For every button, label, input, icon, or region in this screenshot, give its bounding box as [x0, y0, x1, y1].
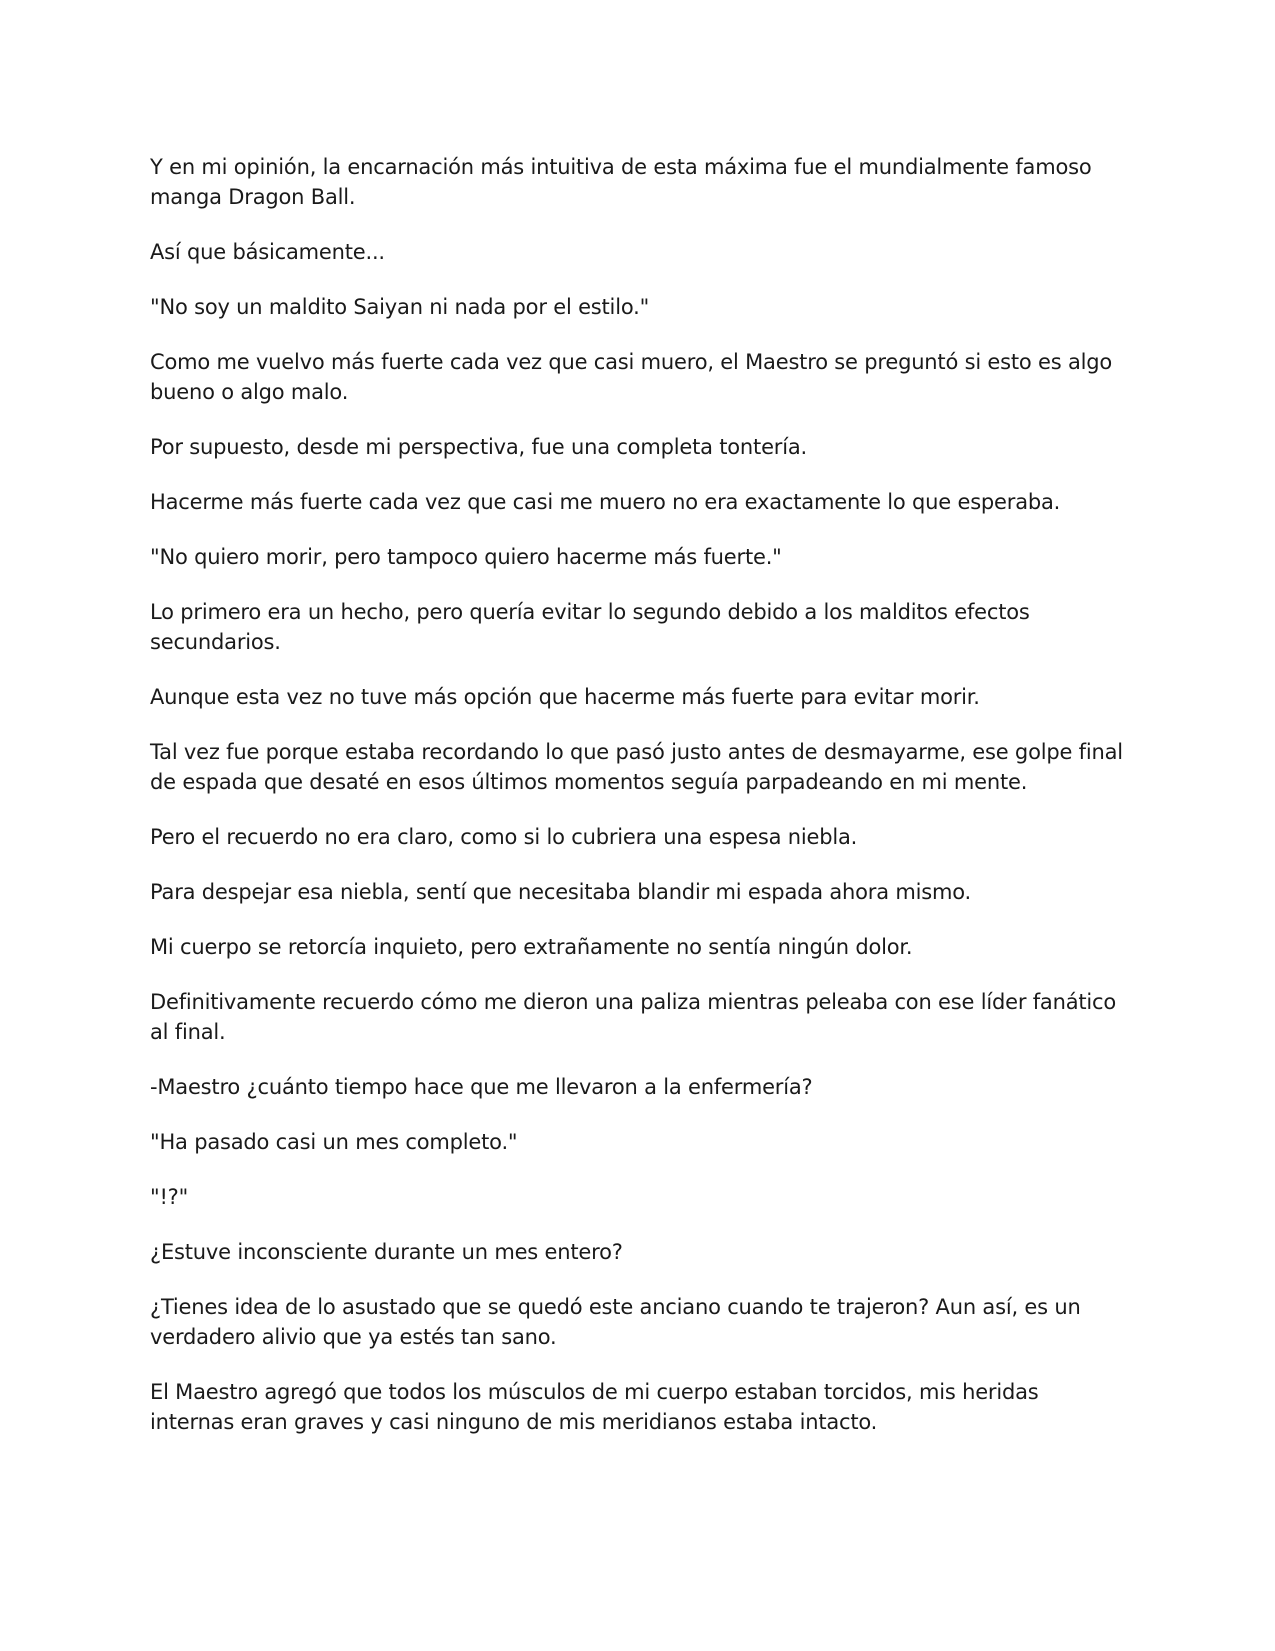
paragraph: Y en mi opinión, la encarnación más intuitiva de esta máxima fue el mundialmente famoso manga Dragon Ball. — [150, 155, 1092, 209]
paragraph: Lo primero era un hecho, pero quería evitar lo segundo debido a los malditos efectos secundarios. — [150, 600, 1030, 654]
paragraph: Mi cuerpo se retorcía inquieto, pero extrañamente no sentía ningún dolor. — [150, 935, 913, 959]
paragraph: Para despejar esa niebla, sentí que necesitaba blandir mi espada ahora mismo. — [150, 880, 972, 904]
paragraph: El Maestro agregó que todos los músculos de mi cuerpo estaban torcidos, mis heridas internas eran graves y casi ninguno de mis meridianos estaba intacto. — [150, 1380, 1039, 1434]
paragraph: "No soy un maldito Saiyan ni nada por el estilo." — [150, 295, 650, 319]
paragraph: -Maestro ¿cuánto tiempo hace que me llevaron a la enfermería? — [150, 1075, 813, 1099]
paragraph: Así que básicamente... — [150, 240, 385, 264]
paragraph: Pero el recuerdo no era claro, como si lo cubriera una espesa niebla. — [150, 825, 858, 849]
paragraph: "!?" — [150, 1185, 189, 1209]
paragraph: ¿Tienes idea de lo asustado que se quedó este anciano cuando te trajeron? Aun así, es un verdadero alivio que ya estés tan sano. — [150, 1295, 1081, 1349]
paragraph: Hacerme más fuerte cada vez que casi me muero no era exactamente lo que esperaba. — [150, 490, 1061, 514]
paragraph: "No quiero morir, pero tampoco quiero hacerme más fuerte." — [150, 545, 782, 569]
paragraph: Definitivamente recuerdo cómo me dieron una paliza mientras peleaba con ese líder fanático al final. — [150, 990, 1117, 1044]
paragraph: Aunque esta vez no tuve más opción que hacerme más fuerte para evitar morir. — [150, 685, 980, 709]
document-body — [150, 152, 1125, 1462]
paragraph: "Ha pasado casi un mes completo." — [150, 1130, 518, 1154]
paragraph: ¿Estuve inconsciente durante un mes entero? — [150, 1240, 623, 1264]
paragraph: Por supuesto, desde mi perspectiva, fue una completa tontería. — [150, 435, 808, 459]
paragraph: Como me vuelvo más fuerte cada vez que casi muero, el Maestro se preguntó si esto es algo bueno o algo malo. — [150, 350, 1113, 404]
paragraph: Tal vez fue porque estaba recordando lo que pasó justo antes de desmayarme, ese golpe final de espada que desaté en esos últimos momentos seguía parpadeando en mi mente. — [150, 740, 1123, 794]
